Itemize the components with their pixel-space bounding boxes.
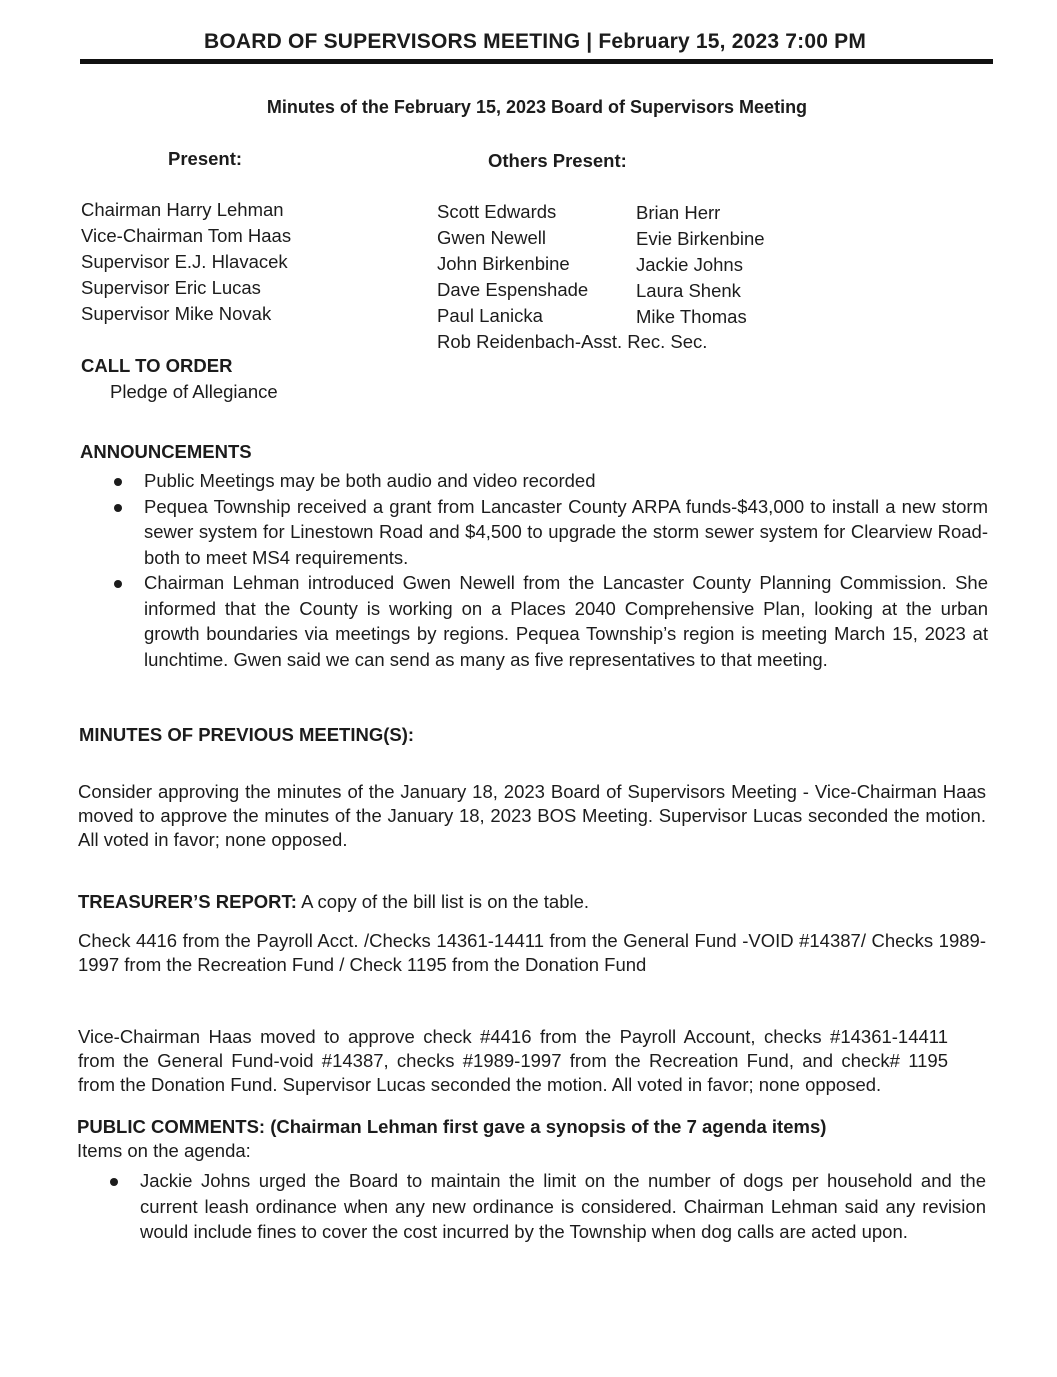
public-comments-list — [110, 1168, 986, 1245]
announcement-item: Pequea Township received a grant from Lancaster County ARPA funds-$43,000 to install a new storm sewer system for Linestown Road and $4,500 to upgrade the storm sewer system for Clearview Road- both to meet MS4 requirements. — [114, 494, 988, 571]
public-comments-heading: PUBLIC COMMENTS: — [77, 1116, 266, 1137]
present-name: Supervisor E.J. Hlavacek — [81, 251, 288, 272]
public-comments-subheading: Items on the agenda: — [77, 1140, 251, 1161]
others-name: Rob Reidenbach-Asst. Rec. Sec. — [437, 331, 708, 352]
others-name: Evie Birkenbine — [636, 228, 765, 249]
others-name: Scott Edwards — [437, 201, 557, 222]
bullet-icon — [114, 504, 122, 512]
present-list — [81, 197, 291, 327]
call-to-order-heading: CALL TO ORDER — [81, 355, 233, 376]
treasurer-motion: Vice-Chairman Haas moved to approve check #4416 from the Payroll Account, checks #14361-14411 from the General Fund-void #14387, checks #1989-1997 from the Recreation Fund, and check# 1195 from the Donation Fund. Supervisor Lucas seconded the motion. All voted in favor; none opposed. — [78, 1026, 948, 1095]
document-subtitle: Minutes of the February 15, 2023 Board of Supervisors Meeting — [266, 97, 808, 117]
others-name: Gwen Newell — [437, 227, 546, 248]
public-comments-note: (Chairman Lehman first gave a synopsis of the 7 agenda items) — [270, 1116, 827, 1137]
treasurer-heading-line — [78, 891, 589, 913]
call-to-order-item: Pledge of Allegiance — [110, 381, 278, 402]
present-name: Supervisor Mike Novak — [81, 303, 272, 324]
announcements-list — [114, 468, 988, 672]
public-comments-heading-line — [77, 1116, 826, 1138]
bullet-icon — [110, 1178, 118, 1186]
present-name: Chairman Harry Lehman — [81, 199, 284, 220]
present-name: Vice-Chairman Tom Haas — [81, 225, 292, 246]
others-name: Brian Herr — [636, 202, 721, 223]
treasurer-checks: Check 4416 from the Payroll Acct. /Checks 14361-14411 from the General Fund -VOID #14387/ Checks 1989-1997 from the Recreation Fund / Check 1195 from the Donation Fund — [78, 930, 986, 975]
others-name: Paul Lanicka — [437, 305, 543, 326]
public-comment-item: Jackie Johns urged the Board to maintain the limit on the number of dogs per household and the current leash ordinance when any new ordinance is considered. Chairman Lehman said any revision would include fines to cover the cost incurred by the Township when dog calls are acted upon. — [110, 1168, 986, 1245]
announcement-item: Chairman Lehman introduced Gwen Newell from the Lancaster County Planning Commission. She informed that the County is working on a Places 2040 Comprehensive Plan, looking at the urban growth boundaries via meetings by regions. Pequea Township’s region is meeting March 15, 2023 at lunchtime. Gwen said we can send as many as five representatives to that meeting. — [114, 570, 988, 672]
others-name: Mike Thomas — [636, 306, 747, 327]
announcements-heading: ANNOUNCEMENTS — [80, 441, 252, 462]
bullet-icon — [114, 478, 122, 486]
minutes-heading: MINUTES OF PREVIOUS MEETING(S): — [79, 724, 415, 745]
treasurer-heading-text: A copy of the bill list is on the table. — [301, 891, 590, 912]
treasurer-heading: TREASURER’S REPORT: — [78, 891, 297, 912]
present-heading: Present: — [168, 148, 243, 169]
bullet-icon — [114, 580, 122, 588]
minutes-text: Consider approving the minutes of the January 18, 2023 Board of Supervisors Meeting - Vice-Chairman Haas moved to approve the minutes of the January 18, 2023 BOS Meeting. Supervisor Lucas seconded the motion. All voted in favor; none opposed. — [78, 781, 986, 850]
document-header: BOARD OF SUPERVISORS MEETING | February 15, 2023 7:00 PM — [203, 30, 867, 53]
header-rule — [80, 59, 993, 64]
present-name: Supervisor Eric Lucas — [81, 277, 261, 298]
others-name: Jackie Johns — [636, 254, 743, 275]
others-name: Laura Shenk — [636, 280, 741, 301]
others-name: Dave Espenshade — [437, 279, 589, 300]
announcement-item: Public Meetings may be both audio and video recorded — [114, 468, 988, 494]
others-name: John Birkenbine — [437, 253, 570, 274]
others-present-heading: Others Present: — [488, 150, 627, 171]
others-present-col2 — [636, 200, 765, 330]
